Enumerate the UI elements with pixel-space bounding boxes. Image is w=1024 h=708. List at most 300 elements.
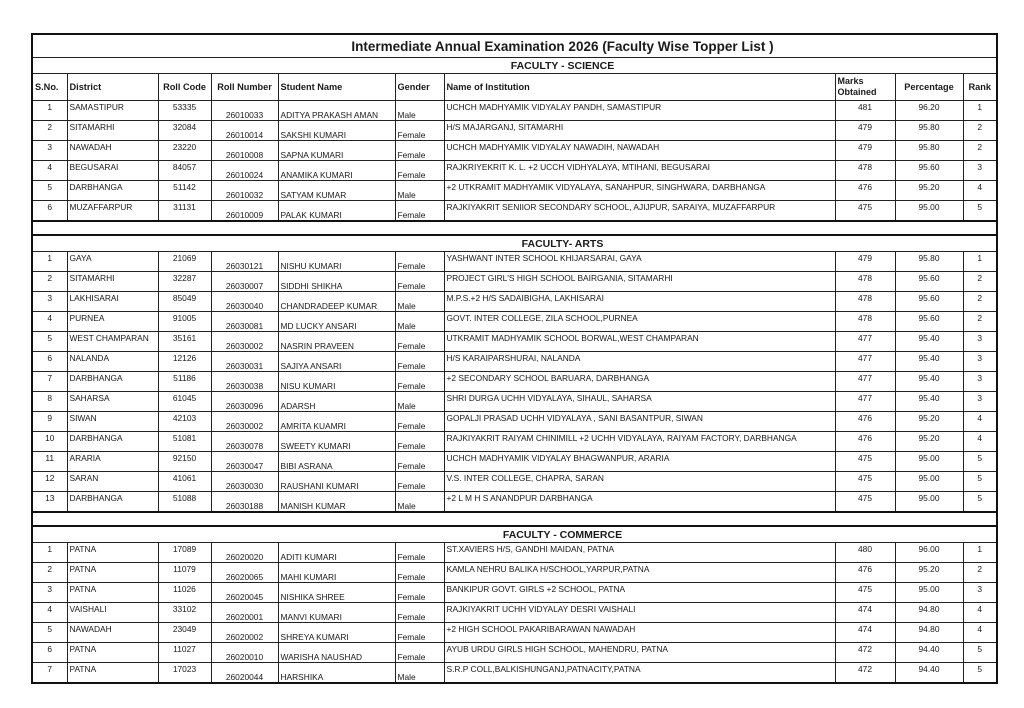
cell-district: BEGUSARAI bbox=[67, 161, 158, 181]
cell-rank: 3 bbox=[963, 372, 997, 392]
cell-roll-number: 26030047 bbox=[211, 452, 278, 472]
cell-name: ADITYA PRAKASH AMAN bbox=[278, 101, 395, 121]
table-row bbox=[32, 583, 997, 603]
cell-rank: 4 bbox=[963, 412, 997, 432]
cell-name: NISHU KUMARI bbox=[278, 252, 395, 272]
cell-institution: SHRI DURGA UCHH VIDYALAYA, SIHAUL, SAHARSA bbox=[444, 392, 835, 412]
cell-district: LAKHISARAI bbox=[67, 292, 158, 312]
cell-percentage: 94.80 bbox=[895, 623, 963, 643]
cell-roll-code: 23220 bbox=[158, 141, 211, 161]
cell-percentage: 95.00 bbox=[895, 583, 963, 603]
cell-institution: BANKIPUR GOVT. GIRLS +2 SCHOOL, PATNA bbox=[444, 583, 835, 603]
cell-marks: 477 bbox=[835, 372, 895, 392]
cell-marks: 475 bbox=[835, 452, 895, 472]
cell-roll-code: 91005 bbox=[158, 312, 211, 332]
table-row bbox=[32, 623, 997, 643]
cell-sno: 6 bbox=[32, 201, 67, 222]
cell-district: ARARIA bbox=[67, 452, 158, 472]
cell-marks: 476 bbox=[835, 432, 895, 452]
cell-institution: ST.XAVIERS H/S, GANDHI MAIDAN, PATNA bbox=[444, 543, 835, 563]
column-header-student-name: Student Name bbox=[278, 74, 395, 101]
cell-gender: Male bbox=[395, 101, 444, 121]
cell-institution: GOPALJI PRASAD UCHH VIDYALAYA , SANI BASANTPUR, SIWAN bbox=[444, 412, 835, 432]
cell-marks: 477 bbox=[835, 352, 895, 372]
table-row bbox=[32, 121, 997, 141]
column-header-district: District bbox=[67, 74, 158, 101]
cell-marks: 477 bbox=[835, 332, 895, 352]
cell-district: DARBHANGA bbox=[67, 492, 158, 513]
cell-sno: 1 bbox=[32, 252, 67, 272]
topper-list-sheet bbox=[31, 33, 996, 684]
cell-marks: 472 bbox=[835, 663, 895, 684]
table-row bbox=[32, 543, 997, 563]
cell-roll-code: 41061 bbox=[158, 472, 211, 492]
cell-district: DARBHANGA bbox=[67, 181, 158, 201]
marks-header-line2: Obtained bbox=[837, 87, 877, 97]
cell-marks: 478 bbox=[835, 312, 895, 332]
table-row bbox=[32, 352, 997, 372]
cell-roll-number: 26020065 bbox=[211, 563, 278, 583]
cell-percentage: 95.00 bbox=[895, 452, 963, 472]
cell-roll-code: 53335 bbox=[158, 101, 211, 121]
cell-rank: 3 bbox=[963, 392, 997, 412]
cell-institution: H/S KARAIPARSHURAI, NALANDA bbox=[444, 352, 835, 372]
cell-roll-number: 26020002 bbox=[211, 623, 278, 643]
column-header-percentage: Percentage bbox=[895, 74, 963, 101]
table-row bbox=[32, 432, 997, 452]
cell-district: NALANDA bbox=[67, 352, 158, 372]
cell-gender: Female bbox=[395, 452, 444, 472]
table-row bbox=[32, 292, 997, 312]
cell-rank: 5 bbox=[963, 201, 997, 222]
cell-institution: +2 UTKRAMIT MADHYAMIK VIDYALAYA, SANAHPUR, SINGHWARA, DARBHANGA bbox=[444, 181, 835, 201]
cell-percentage: 95.80 bbox=[895, 141, 963, 161]
cell-rank: 5 bbox=[963, 472, 997, 492]
cell-gender: Female bbox=[395, 352, 444, 372]
cell-roll-code: 11026 bbox=[158, 583, 211, 603]
cell-rank: 3 bbox=[963, 352, 997, 372]
cell-sno: 7 bbox=[32, 663, 67, 684]
cell-roll-code: 85049 bbox=[158, 292, 211, 312]
cell-percentage: 95.40 bbox=[895, 352, 963, 372]
section-spacer bbox=[32, 512, 997, 526]
cell-institution: UTKRAMIT MADHYAMIK SCHOOL BORWAL,WEST CHAMPARAN bbox=[444, 332, 835, 352]
cell-district: SAHARSA bbox=[67, 392, 158, 412]
table-row bbox=[32, 312, 997, 332]
cell-percentage: 95.60 bbox=[895, 312, 963, 332]
cell-gender: Male bbox=[395, 663, 444, 684]
cell-district: SITAMARHI bbox=[67, 272, 158, 292]
cell-percentage: 95.00 bbox=[895, 472, 963, 492]
cell-sno: 1 bbox=[32, 101, 67, 121]
cell-institution: +2 HIGH SCHOOL PAKARIBARAWAN NAWADAH bbox=[444, 623, 835, 643]
cell-percentage: 95.20 bbox=[895, 412, 963, 432]
cell-percentage: 96.00 bbox=[895, 543, 963, 563]
cell-sno: 9 bbox=[32, 412, 67, 432]
cell-rank: 4 bbox=[963, 432, 997, 452]
cell-rank: 5 bbox=[963, 643, 997, 663]
cell-institution: YASHWANT INTER SCHOOL KHIJARSARAI, GAYA bbox=[444, 252, 835, 272]
cell-institution: RAJKIYAKRIT SENIIOR SECONDARY SCHOOL, AJIJPUR, SARAIYA, MUZAFFARPUR bbox=[444, 201, 835, 222]
table-row bbox=[32, 492, 997, 513]
cell-percentage: 95.60 bbox=[895, 292, 963, 312]
cell-institution: V.S. INTER COLLEGE, CHAPRA, SARAN bbox=[444, 472, 835, 492]
cell-roll-number: 26030121 bbox=[211, 252, 278, 272]
cell-sno: 1 bbox=[32, 543, 67, 563]
cell-rank: 3 bbox=[963, 161, 997, 181]
cell-name: ADITI KUMARI bbox=[278, 543, 395, 563]
cell-institution: UCHCH MADHYAMIK VIDYALAY BHAGWANPUR, ARARIA bbox=[444, 452, 835, 472]
cell-gender: Male bbox=[395, 392, 444, 412]
cell-percentage: 95.00 bbox=[895, 201, 963, 222]
cell-institution: M.P.S.+2 H/S SADAIBIGHA, LAKHISARAI bbox=[444, 292, 835, 312]
cell-name: SATYAM KUMAR bbox=[278, 181, 395, 201]
table-row bbox=[32, 392, 997, 412]
cell-rank: 2 bbox=[963, 563, 997, 583]
cell-gender: Male bbox=[395, 181, 444, 201]
cell-roll-code: 32084 bbox=[158, 121, 211, 141]
cell-percentage: 95.20 bbox=[895, 563, 963, 583]
cell-marks: 478 bbox=[835, 272, 895, 292]
cell-district: NAWADAH bbox=[67, 623, 158, 643]
cell-percentage: 95.60 bbox=[895, 161, 963, 181]
cell-name: WARISHA NAUSHAD bbox=[278, 643, 395, 663]
column-header-row bbox=[32, 74, 997, 101]
column-header-roll-code: Roll Code bbox=[158, 74, 211, 101]
cell-sno: 8 bbox=[32, 392, 67, 412]
cell-percentage: 95.40 bbox=[895, 392, 963, 412]
cell-gender: Female bbox=[395, 161, 444, 181]
cell-sno: 3 bbox=[32, 141, 67, 161]
table-row bbox=[32, 161, 997, 181]
table-row bbox=[32, 372, 997, 392]
cell-gender: Male bbox=[395, 312, 444, 332]
cell-roll-code: 23049 bbox=[158, 623, 211, 643]
cell-rank: 1 bbox=[963, 252, 997, 272]
cell-roll-number: 26010024 bbox=[211, 161, 278, 181]
cell-institution: RAJKIYAKRIT UCHH VIDYALAY DESRI VAISHALI bbox=[444, 603, 835, 623]
cell-roll-number: 26020001 bbox=[211, 603, 278, 623]
cell-name: SWEETY KUMARI bbox=[278, 432, 395, 452]
cell-gender: Female bbox=[395, 141, 444, 161]
cell-marks: 476 bbox=[835, 181, 895, 201]
cell-percentage: 94.80 bbox=[895, 603, 963, 623]
cell-percentage: 95.00 bbox=[895, 492, 963, 513]
cell-roll-number: 26030038 bbox=[211, 372, 278, 392]
cell-name: MANVI KUMARI bbox=[278, 603, 395, 623]
cell-rank: 5 bbox=[963, 452, 997, 472]
cell-gender: Female bbox=[395, 603, 444, 623]
cell-rank: 1 bbox=[963, 101, 997, 121]
table-row bbox=[32, 603, 997, 623]
cell-roll-number: 26010032 bbox=[211, 181, 278, 201]
cell-name: SAPNA KUMARI bbox=[278, 141, 395, 161]
faculty-heading-row bbox=[32, 526, 997, 543]
cell-district: PATNA bbox=[67, 543, 158, 563]
cell-name: HARSHIKA bbox=[278, 663, 395, 684]
cell-district: GAYA bbox=[67, 252, 158, 272]
cell-sno: 4 bbox=[32, 161, 67, 181]
cell-marks: 478 bbox=[835, 161, 895, 181]
table-row bbox=[32, 252, 997, 272]
faculty-heading-row bbox=[32, 235, 997, 252]
cell-marks: 481 bbox=[835, 101, 895, 121]
cell-gender: Female bbox=[395, 583, 444, 603]
cell-name: MANISH KUMAR bbox=[278, 492, 395, 513]
cell-roll-code: 42103 bbox=[158, 412, 211, 432]
cell-gender: Female bbox=[395, 643, 444, 663]
cell-percentage: 95.20 bbox=[895, 432, 963, 452]
cell-institution: RAJKRIYEKRIT K. L. +2 UCCH VIDHYALAYA, MTIHANI, BEGUSARAI bbox=[444, 161, 835, 181]
cell-roll-code: 12126 bbox=[158, 352, 211, 372]
cell-rank: 3 bbox=[963, 583, 997, 603]
cell-institution: S.R.P COLL,BALKISHUNGANJ,PATNACITY,PATNA bbox=[444, 663, 835, 684]
cell-gender: Female bbox=[395, 201, 444, 222]
cell-gender: Female bbox=[395, 372, 444, 392]
cell-rank: 2 bbox=[963, 272, 997, 292]
cell-sno: 6 bbox=[32, 643, 67, 663]
table-row bbox=[32, 332, 997, 352]
cell-gender: Female bbox=[395, 121, 444, 141]
cell-gender: Female bbox=[395, 543, 444, 563]
marks-header-line1: Marks bbox=[837, 76, 864, 86]
cell-gender: Female bbox=[395, 563, 444, 583]
cell-roll-code: 21069 bbox=[158, 252, 211, 272]
cell-sno: 6 bbox=[32, 352, 67, 372]
cell-roll-number: 26020045 bbox=[211, 583, 278, 603]
cell-institution: AYUB URDU GIRLS HIGH SCHOOL, MAHENDRU, PATNA bbox=[444, 643, 835, 663]
cell-roll-number: 26030007 bbox=[211, 272, 278, 292]
cell-rank: 2 bbox=[963, 121, 997, 141]
table-row bbox=[32, 412, 997, 432]
topper-table bbox=[31, 33, 998, 684]
cell-roll-code: 17023 bbox=[158, 663, 211, 684]
cell-gender: Female bbox=[395, 623, 444, 643]
cell-institution: GOVT. INTER COLLEGE, ZILA SCHOOL,PURNEA bbox=[444, 312, 835, 332]
cell-gender: Female bbox=[395, 412, 444, 432]
cell-rank: 3 bbox=[963, 332, 997, 352]
page-title: Intermediate Annual Examination 2026 (Faculty Wise Topper List ) bbox=[351, 38, 774, 54]
cell-sno: 4 bbox=[32, 603, 67, 623]
cell-marks: 479 bbox=[835, 252, 895, 272]
column-header-marks bbox=[835, 74, 895, 101]
cell-sno: 2 bbox=[32, 272, 67, 292]
cell-rank: 4 bbox=[963, 623, 997, 643]
faculty-heading: FACULTY- ARTS bbox=[521, 237, 604, 250]
column-header-rank: Rank bbox=[963, 74, 997, 101]
cell-marks: 474 bbox=[835, 623, 895, 643]
cell-district: PATNA bbox=[67, 663, 158, 684]
column-header-roll-number: Roll Number bbox=[211, 74, 278, 101]
cell-roll-number: 26030078 bbox=[211, 432, 278, 452]
cell-percentage: 95.80 bbox=[895, 121, 963, 141]
cell-name: MAHI KUMARI bbox=[278, 563, 395, 583]
cell-roll-number: 26030188 bbox=[211, 492, 278, 513]
cell-sno: 5 bbox=[32, 623, 67, 643]
cell-district: DARBHANGA bbox=[67, 432, 158, 452]
cell-roll-number: 26030040 bbox=[211, 292, 278, 312]
cell-name: NISHIKA SHREE bbox=[278, 583, 395, 603]
cell-percentage: 94.40 bbox=[895, 643, 963, 663]
cell-name: RAUSHANI KUMARI bbox=[278, 472, 395, 492]
cell-marks: 476 bbox=[835, 563, 895, 583]
table-row bbox=[32, 201, 997, 222]
column-header-sno: S.No. bbox=[32, 74, 67, 101]
cell-sno: 13 bbox=[32, 492, 67, 513]
cell-marks: 476 bbox=[835, 412, 895, 432]
cell-roll-number: 26010009 bbox=[211, 201, 278, 222]
cell-rank: 4 bbox=[963, 603, 997, 623]
table-row bbox=[32, 141, 997, 161]
table-row bbox=[32, 643, 997, 663]
table-row bbox=[32, 181, 997, 201]
cell-district: SIWAN bbox=[67, 412, 158, 432]
cell-gender: Female bbox=[395, 332, 444, 352]
cell-roll-number: 26020010 bbox=[211, 643, 278, 663]
cell-district: PATNA bbox=[67, 563, 158, 583]
cell-sno: 5 bbox=[32, 332, 67, 352]
cell-name: SAJIYA ANSARI bbox=[278, 352, 395, 372]
cell-roll-number: 26030002 bbox=[211, 412, 278, 432]
column-header-gender: Gender bbox=[395, 74, 444, 101]
table-row bbox=[32, 272, 997, 292]
cell-roll-number: 26020044 bbox=[211, 663, 278, 684]
cell-roll-number: 26030002 bbox=[211, 332, 278, 352]
cell-district: DARBHANGA bbox=[67, 372, 158, 392]
cell-roll-code: 92150 bbox=[158, 452, 211, 472]
cell-percentage: 95.40 bbox=[895, 372, 963, 392]
cell-sno: 11 bbox=[32, 452, 67, 472]
faculty-heading-row bbox=[32, 58, 997, 74]
cell-institution: +2 L M H S ANANDPUR DARBHANGA bbox=[444, 492, 835, 513]
cell-percentage: 95.40 bbox=[895, 332, 963, 352]
cell-marks: 475 bbox=[835, 201, 895, 222]
cell-percentage: 95.20 bbox=[895, 181, 963, 201]
cell-marks: 474 bbox=[835, 603, 895, 623]
cell-roll-code: 33102 bbox=[158, 603, 211, 623]
cell-sno: 7 bbox=[32, 372, 67, 392]
cell-marks: 479 bbox=[835, 141, 895, 161]
cell-marks: 475 bbox=[835, 472, 895, 492]
cell-name: MD LUCKY ANSARI bbox=[278, 312, 395, 332]
cell-marks: 477 bbox=[835, 392, 895, 412]
cell-roll-code: 32287 bbox=[158, 272, 211, 292]
cell-roll-number: 26030030 bbox=[211, 472, 278, 492]
cell-rank: 2 bbox=[963, 312, 997, 332]
cell-marks: 475 bbox=[835, 583, 895, 603]
cell-institution: +2 SECONDARY SCHOOL BARUARA, DARBHANGA bbox=[444, 372, 835, 392]
cell-gender: Male bbox=[395, 492, 444, 513]
cell-rank: 4 bbox=[963, 181, 997, 201]
cell-rank: 5 bbox=[963, 492, 997, 513]
table-row bbox=[32, 663, 997, 684]
cell-marks: 479 bbox=[835, 121, 895, 141]
cell-roll-number: 26030096 bbox=[211, 392, 278, 412]
cell-roll-number: 26030081 bbox=[211, 312, 278, 332]
cell-district: WEST CHAMPARAN bbox=[67, 332, 158, 352]
table-row bbox=[32, 472, 997, 492]
cell-percentage: 96.20 bbox=[895, 101, 963, 121]
cell-district: PURNEA bbox=[67, 312, 158, 332]
cell-district: VAISHALI bbox=[67, 603, 158, 623]
cell-name: SHREYA KUMARI bbox=[278, 623, 395, 643]
cell-name: AMRITA KUAMRI bbox=[278, 412, 395, 432]
cell-marks: 472 bbox=[835, 643, 895, 663]
cell-name: NISU KUMARI bbox=[278, 372, 395, 392]
cell-rank: 1 bbox=[963, 543, 997, 563]
cell-gender: Female bbox=[395, 272, 444, 292]
cell-marks: 480 bbox=[835, 543, 895, 563]
cell-sno: 10 bbox=[32, 432, 67, 452]
cell-rank: 2 bbox=[963, 292, 997, 312]
cell-name: PALAK KUMARI bbox=[278, 201, 395, 222]
cell-name: SAKSHI KUMARI bbox=[278, 121, 395, 141]
cell-institution: UCHCH MADHYAMIK VIDYALAY NAWADIH, NAWADAH bbox=[444, 141, 835, 161]
table-row bbox=[32, 563, 997, 583]
cell-roll-code: 11079 bbox=[158, 563, 211, 583]
cell-roll-number: 26010014 bbox=[211, 121, 278, 141]
table-row bbox=[32, 101, 997, 121]
cell-percentage: 95.60 bbox=[895, 272, 963, 292]
cell-institution: PROJECT GIRL'S HIGH SCHOOL BAIRGANIA, SITAMARHI bbox=[444, 272, 835, 292]
cell-gender: Male bbox=[395, 292, 444, 312]
column-header-institution: Name of Institution bbox=[444, 74, 835, 101]
cell-gender: Female bbox=[395, 252, 444, 272]
cell-institution: UCHCH MADHYAMIK VIDYALAY PANDH, SAMASTIPUR bbox=[444, 101, 835, 121]
faculty-heading: FACULTY - SCIENCE bbox=[510, 59, 615, 72]
section-spacer bbox=[32, 221, 997, 235]
cell-roll-code: 17089 bbox=[158, 543, 211, 563]
cell-name: ADARSH bbox=[278, 392, 395, 412]
cell-sno: 2 bbox=[32, 563, 67, 583]
cell-name: BIBI ASRANA bbox=[278, 452, 395, 472]
cell-district: MUZAFFARPUR bbox=[67, 201, 158, 222]
cell-marks: 475 bbox=[835, 492, 895, 513]
cell-roll-code: 11027 bbox=[158, 643, 211, 663]
cell-roll-code: 51142 bbox=[158, 181, 211, 201]
cell-percentage: 94.40 bbox=[895, 663, 963, 684]
faculty-heading: FACULTY - COMMERCE bbox=[502, 528, 623, 541]
cell-sno: 3 bbox=[32, 292, 67, 312]
cell-rank: 2 bbox=[963, 141, 997, 161]
cell-sno: 2 bbox=[32, 121, 67, 141]
cell-name: CHANDRADEEP KUMAR bbox=[278, 292, 395, 312]
cell-roll-code: 31131 bbox=[158, 201, 211, 222]
cell-marks: 478 bbox=[835, 292, 895, 312]
cell-roll-code: 51186 bbox=[158, 372, 211, 392]
cell-sno: 4 bbox=[32, 312, 67, 332]
cell-institution: H/S MAJARGANJ, SITAMARHI bbox=[444, 121, 835, 141]
cell-name: SIDDHI SHIKHA bbox=[278, 272, 395, 292]
table-row bbox=[32, 452, 997, 472]
cell-percentage: 95.80 bbox=[895, 252, 963, 272]
cell-sno: 5 bbox=[32, 181, 67, 201]
cell-roll-number: 26020020 bbox=[211, 543, 278, 563]
cell-rank: 5 bbox=[963, 663, 997, 684]
cell-name: NASRIN PRAVEEN bbox=[278, 332, 395, 352]
cell-sno: 3 bbox=[32, 583, 67, 603]
cell-district: SARAN bbox=[67, 472, 158, 492]
cell-district: NAWADAH bbox=[67, 141, 158, 161]
cell-institution: KAMLA NEHRU BALIKA H/SCHOOL,YARPUR,PATNA bbox=[444, 563, 835, 583]
cell-roll-number: 26010008 bbox=[211, 141, 278, 161]
cell-roll-code: 84057 bbox=[158, 161, 211, 181]
cell-institution: RAJKIYAKRIT RAIYAM CHINIMILL +2 UCHH VIDYALAYA, RAIYAM FACTORY, DARBHANGA bbox=[444, 432, 835, 452]
cell-roll-code: 61045 bbox=[158, 392, 211, 412]
cell-gender: Female bbox=[395, 472, 444, 492]
cell-name: ANAMIKA KUMARI bbox=[278, 161, 395, 181]
cell-district: SAMASTIPUR bbox=[67, 101, 158, 121]
